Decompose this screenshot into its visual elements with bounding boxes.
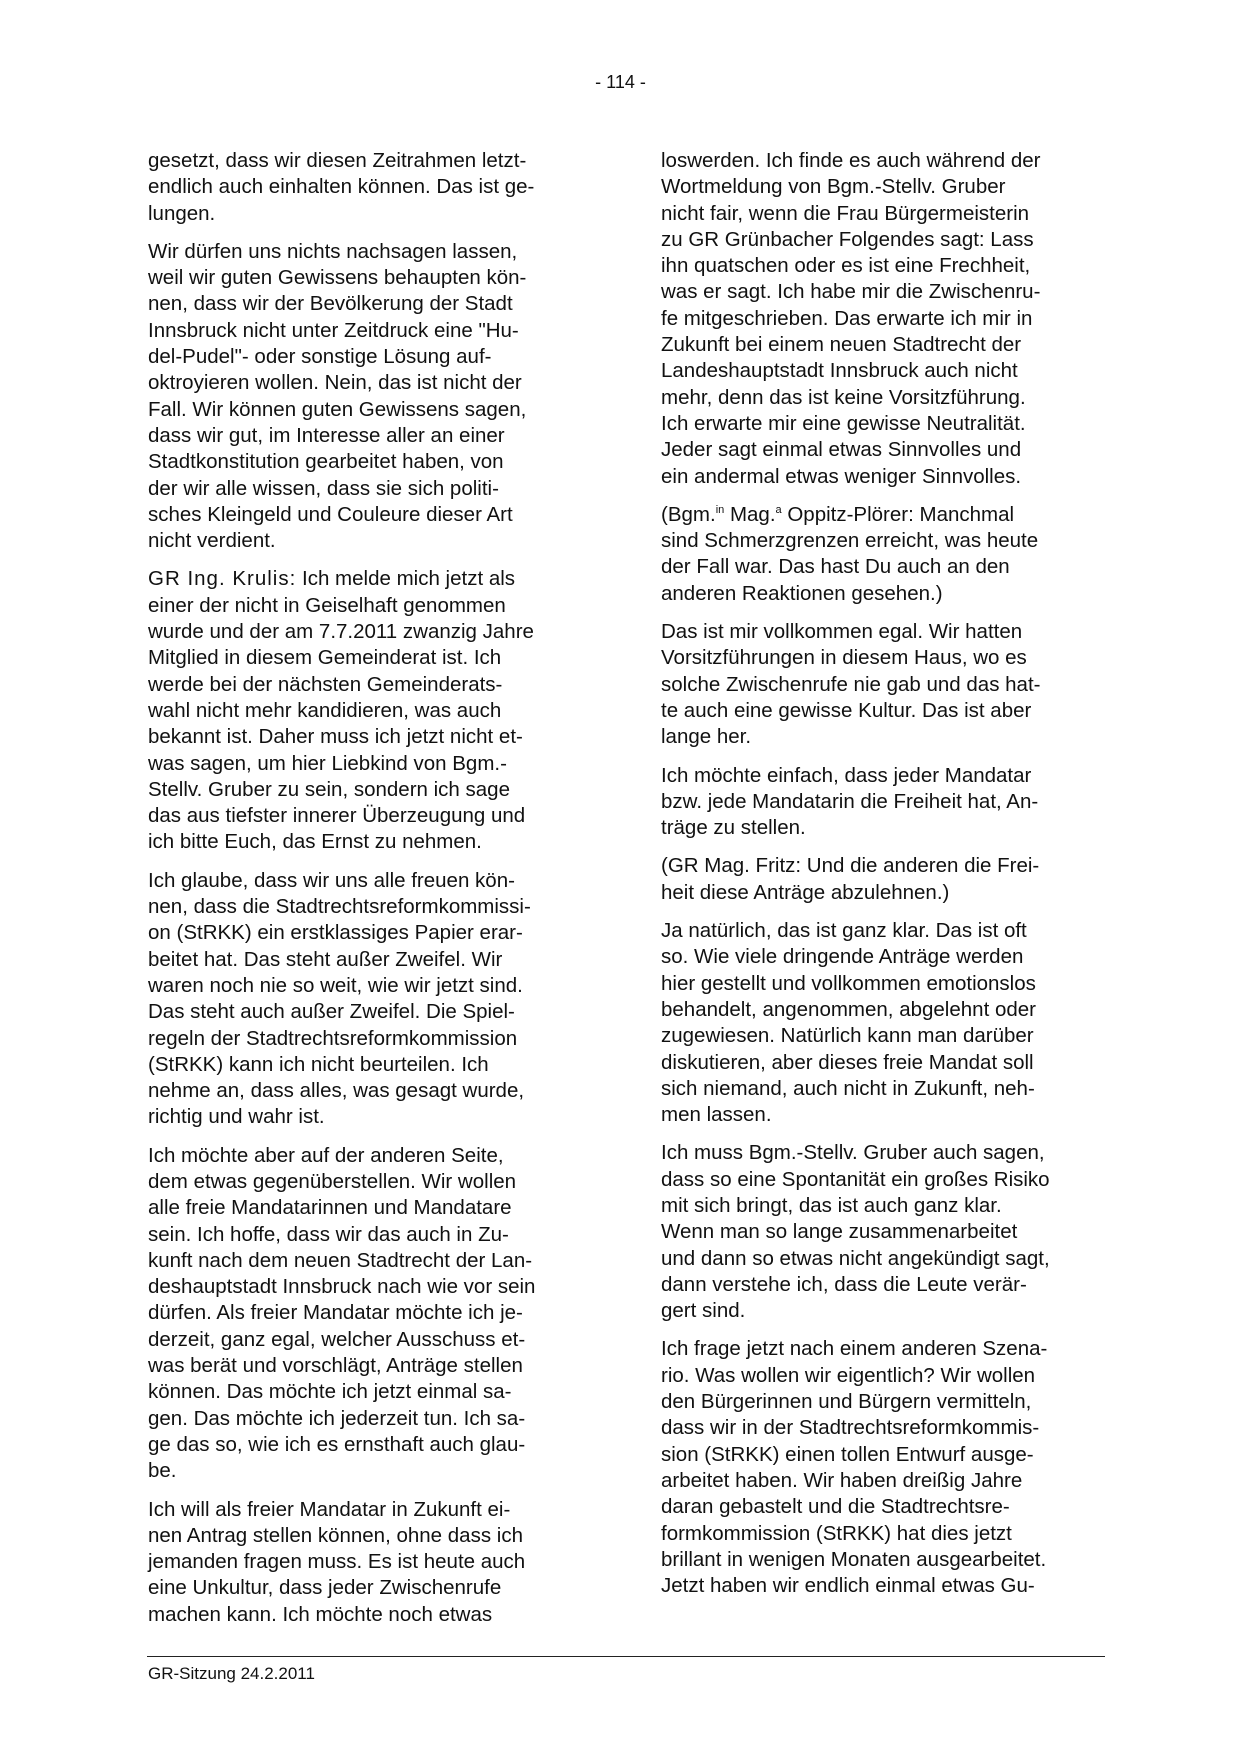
right-column <box>661 148 1101 1611</box>
left-column <box>148 148 588 1640</box>
paragraph: Ich glaube, dass wir uns alle freuen kön- nen, dass die Stadtrechtsreformkommissi- on (StRKK) ein erstklassiges Papier erar- beitet hat. Das steht außer Zweifel. Wir waren noch nie so weit, wie wir jetzt sind. Das steht auch außer Zweifel. Die Spiel- regeln der Stadtrechtsreformkommission (StRKK) kann ich nicht beurteilen. Ich nehme an, dass alles, was gesagt wurde, richtig und wahr ist. <box>148 868 531 1129</box>
interjection-rest: Oppitz-Plörer: Manchmal sind Schmerzgrenzen erreicht, was heute der Fall war. Das hast Du auch an den anderen Reaktionen gesehen.) <box>661 502 1039 605</box>
speech-text: Ich melde mich jetzt als einer der nicht in Geiselhaft genommen wurde und der am 7.7.2011 zwanzig Jahre Mitglied in diesem Gemeinderat ist. Ich werde bei der nächsten Gemeinderats- wahl nicht mehr kandidieren, was auch bekannt ist. Daher muss ich jetzt nicht et- was sagen, um hier Liebkind von Bgm.- Stellv. Gruber zu sein, sondern ich sage das aus tiefster innerer Überzeugung und ich bitte Euch, das Ernst zu nehmen. <box>148 567 534 854</box>
paragraph: gesetzt, dass wir diesen Zeitrahmen letzt- endlich auch einhalten können. Das ist ge- lungen. <box>148 149 535 225</box>
footer-divider <box>147 1656 1105 1657</box>
page-number: - 114 - <box>595 72 646 92</box>
paragraph: Ich möchte aber auf der anderen Seite, dem etwas gegenüberstellen. Wir wollen alle freie Mandatarinnen und Mandatare sein. Ich hoffe, dass wir das auch in Zu- kunft nach dem neuen Stadtrecht der Lan- deshauptstadt Innsbruck nach wie vor sein dürfen. Als freier Mandatar möchte ich je- derzeit, ganz egal, welcher Ausschuss et- was berät und vorschlägt, Anträge stellen können. Das möchte ich jetzt einmal sa- gen. Das möchte ich jederzeit tun. Ich sa- ge das so, wie ich es ernsthaft auch glau- be. <box>148 1143 536 1483</box>
superscript-in: in <box>715 503 725 516</box>
paragraph: loswerden. Ich finde es auch während der Wortmeldung von Bgm.-Stellv. Gruber nicht fair, wenn die Frau Bürgermeisterin zu GR Grünbacher Folgendes sagt: Lass ihn quatschen oder es ist eine Frechheit, was er sagt. Ich habe mir die Zwischenru- fe mitgeschrieben. Das erwarte ich mir in Zukunft bei einem neuen Stadtrecht der Landeshauptstadt Innsbruck auch nicht mehr, denn das ist keine Vorsitzführung. Ich erwarte mir eine gewisse Neutralität. Jeder sagt einmal etwas Sinnvolles und ein andermal etwas weniger Sinnvolles. <box>661 149 1041 488</box>
superscript-a: a <box>775 503 782 516</box>
speaker-name: GR Ing. Krulis: <box>148 567 297 591</box>
paragraph: Wir dürfen uns nichts nachsagen lassen, weil wir guten Gewissens behaupten kön- nen, dass wir der Bevölkerung der Stadt Innsbruck nicht unter Zeitdruck eine "Hu- del-Pudel"- oder sonstige Lösung auf- oktroyieren wollen. Nein, das ist nicht der Fall. Wir können guten Gewissens sagen, dass wir gut, im Interesse aller an einer Stadtkonstitution gearbeitet haben, von der wir alle wissen, dass sie sich politi- sches Kleingeld und Couleure dieser Art nicht verdient. <box>148 239 527 553</box>
paragraph: Ich möchte einfach, dass jeder Mandatar bzw. jede Mandatarin die Freiheit hat, An- träge zu stellen. <box>661 763 1039 840</box>
paragraph: Das ist mir vollkommen egal. Wir hatten Vorsitzführungen in diesem Haus, wo es solche Zwischenrufe nie gab und das hat- te auch eine gewisse Kultur. Das ist aber lange her. <box>661 620 1041 749</box>
paragraph: Ja natürlich, das ist ganz klar. Das ist oft so. Wie viele dringende Anträge werden hier gestellt und vollkommen emotionslos behandelt, angenommen, abgelehnt oder zugewiesen. Natürlich kann man darüber diskutieren, aber dieses freie Mandat soll sich niemand, auch nicht in Zukunft, neh- men lassen. <box>661 919 1036 1127</box>
interjection-paragraph: (GR Mag. Fritz: Und die anderen die Frei- heit diese Anträge abzulehnen.) <box>661 854 1040 904</box>
paragraph: Ich muss Bgm.-Stellv. Gruber auch sagen, dass so eine Spontanität ein großes Risiko mit sich bringt, das ist auch ganz klar. Wenn man so lange zusammenarbeitet und dann so etwas nicht angekündigt sagt, dann verstehe ich, dass die Leute verär- gert sind. <box>661 1141 1050 1323</box>
paragraph: Ich will als freier Mandatar in Zukunft ei- nen Antrag stellen können, ohne dass ich jemanden fragen muss. Es ist heute auch eine Unkultur, dass jeder Zwischenrufe machen kann. Ich möchte noch etwas <box>148 1497 526 1626</box>
interjection-paragraph <box>661 502 1101 607</box>
interjection-open: (Bgm. <box>661 502 716 526</box>
paragraph: Ich frage jetzt nach einem anderen Szena- rio. Was wollen wir eigentlich? Wir wollen den Bürgerinnen und Bürgern vermitteln, dass wir in der Stadtrechtsreformkommis- sion (StRKK) einen tollen Entwurf ausge- arbeitet haben. Wir haben dreißig Jahre daran gebastelt und die Stadtrechtsre- formkommission (StRKK) hat dies jetzt brillant in wenigen Monaten ausgearbeitet. Jetzt haben wir endlich einmal etwas Gu- <box>661 1337 1048 1598</box>
footer-session-label: GR-Sitzung 24.2.2011 <box>148 1664 315 1683</box>
interjection-mid: Mag. <box>724 502 776 526</box>
speech-paragraph <box>148 566 588 855</box>
